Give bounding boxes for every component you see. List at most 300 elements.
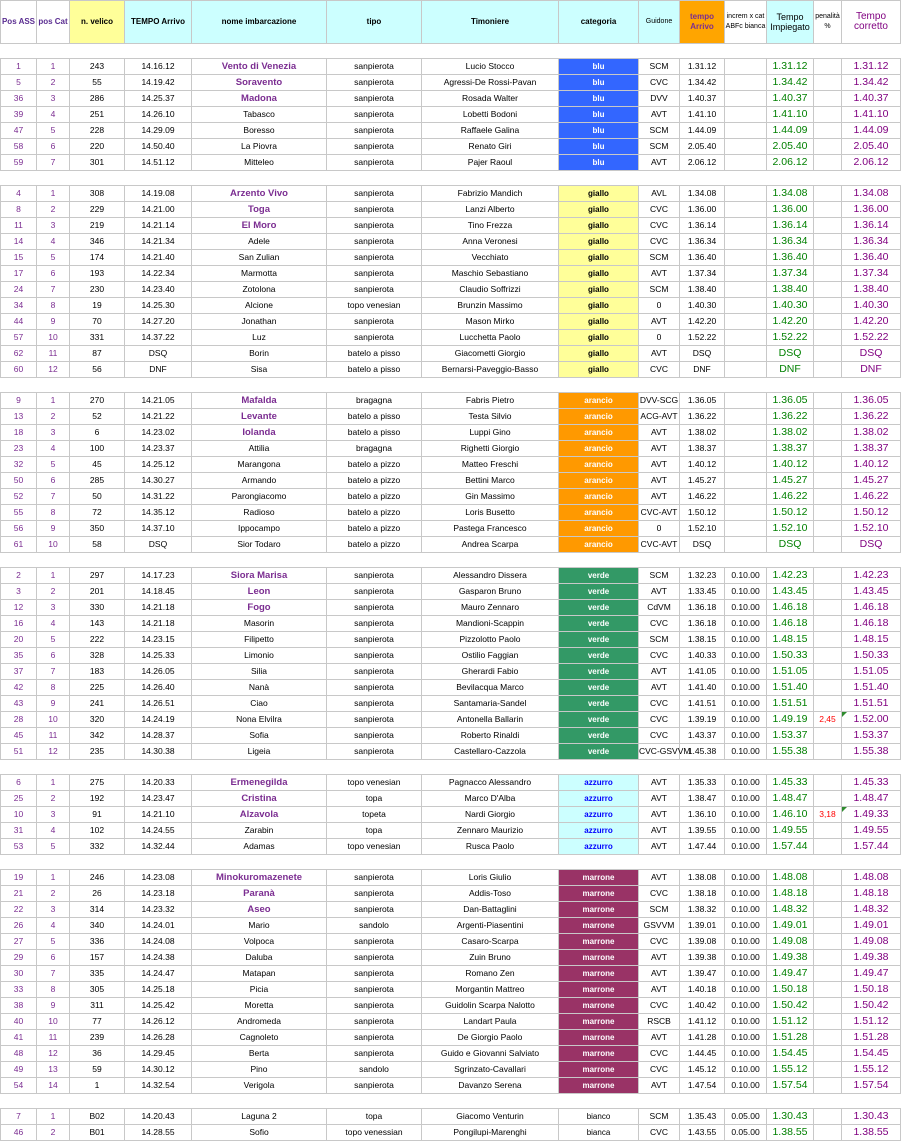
- cell-tempo-arrivo: 14.29.45: [125, 1046, 192, 1062]
- cell-n-velico: 297: [70, 568, 125, 584]
- cell-tempo-corretto: 1.49.47: [842, 966, 901, 982]
- cell-timoniere: Antonella Ballarin: [422, 712, 559, 728]
- cell-penalita: 3,18: [814, 807, 842, 823]
- cell-tempo-corretto: 1.51.05: [842, 664, 901, 680]
- separator-cell: [680, 378, 725, 393]
- table-row: [1, 1030, 901, 1046]
- cell-increm: 0.10.00: [725, 1062, 767, 1078]
- cell-guidone: SCM: [639, 250, 680, 266]
- cell-nome-imbarcazione: La Piovra: [192, 139, 327, 155]
- cell-categoria: blu: [559, 155, 639, 171]
- cell-tempo-arrivo-2: 2.05.40: [680, 139, 725, 155]
- cell-tempo-impiegato: 1.36.05: [767, 393, 814, 409]
- cell-increm: [725, 505, 767, 521]
- cell-timoniere: Nardi Giorgio: [422, 807, 559, 823]
- cell-penalita: [814, 886, 842, 902]
- cell-n-velico: 239: [70, 1030, 125, 1046]
- cell-n-velico: 222: [70, 632, 125, 648]
- cell-timoniere: Davanzo Serena: [422, 1078, 559, 1094]
- separator-cell: [327, 1094, 422, 1109]
- separator-cell: [1, 760, 37, 775]
- separator-cell: [639, 855, 680, 870]
- cell-n-velico: 6: [70, 425, 125, 441]
- cell-guidone: AVT: [639, 1078, 680, 1094]
- separator-cell: [559, 1094, 639, 1109]
- cell-nome-imbarcazione: Zarabin: [192, 823, 327, 839]
- cell-n-velico: 19: [70, 298, 125, 314]
- cell-tipo: sanpierota: [327, 568, 422, 584]
- cell-penalita: [814, 696, 842, 712]
- cell-increm: 0.10.00: [725, 1030, 767, 1046]
- cell-pos-ass: 44: [1, 314, 37, 330]
- cell-timoniere: Castellaro-Cazzola: [422, 744, 559, 760]
- cell-increm: 0.10.00: [725, 632, 767, 648]
- cell-penalita: [814, 1078, 842, 1094]
- cell-pos-ass: 51: [1, 744, 37, 760]
- cell-tempo-arrivo: 14.26.28: [125, 1030, 192, 1046]
- cell-pos-ass: 31: [1, 823, 37, 839]
- cell-timoniere: Maschio Sebastiano: [422, 266, 559, 282]
- cell-tempo-arrivo: 14.21.10: [125, 807, 192, 823]
- cell-timoniere: Bevilacqua Marco: [422, 680, 559, 696]
- cell-tempo-arrivo-2: 1.32.23: [680, 568, 725, 584]
- cell-increm: [725, 186, 767, 202]
- cell-tipo: sandolo: [327, 918, 422, 934]
- cell-nome-imbarcazione: Tabasco: [192, 107, 327, 123]
- cell-tempo-impiegato: 1.51.12: [767, 1014, 814, 1030]
- cell-tempo-corretto: 1.38.37: [842, 441, 901, 457]
- cell-tempo-corretto: 1.48.08: [842, 870, 901, 886]
- separator-cell: [767, 171, 814, 186]
- separator-cell: [559, 44, 639, 59]
- cell-tempo-corretto: 1.51.28: [842, 1030, 901, 1046]
- separator-cell: [1, 553, 37, 568]
- separator-cell: [725, 378, 767, 393]
- cell-penalita: [814, 1030, 842, 1046]
- cell-tempo-arrivo-2: 1.45.38: [680, 744, 725, 760]
- cell-tipo: sanpierota: [327, 696, 422, 712]
- cell-timoniere: Pagnacco Alessandro: [422, 775, 559, 791]
- cell-tempo-corretto: 1.48.32: [842, 902, 901, 918]
- cell-n-velico: 58: [70, 537, 125, 553]
- cell-nome-imbarcazione: Boresso: [192, 123, 327, 139]
- table-row: [1, 600, 901, 616]
- cell-tempo-corretto: 1.40.30: [842, 298, 901, 314]
- table-row: [1, 250, 901, 266]
- table-row: [1, 648, 901, 664]
- cell-n-velico: 270: [70, 393, 125, 409]
- cell-pos-cat: 3: [37, 425, 70, 441]
- cell-tempo-arrivo: 14.21.34: [125, 234, 192, 250]
- cell-pos-cat: 12: [37, 362, 70, 378]
- cell-n-velico: 230: [70, 282, 125, 298]
- cell-increm: [725, 202, 767, 218]
- cell-tempo-impiegato: 1.52.22: [767, 330, 814, 346]
- cell-pos-cat: 1: [37, 775, 70, 791]
- separator-cell: [680, 760, 725, 775]
- cell-categoria: arancio: [559, 409, 639, 425]
- cell-tempo-arrivo-2: 1.36.14: [680, 218, 725, 234]
- cell-categoria: giallo: [559, 282, 639, 298]
- header-penalita: penalità %: [814, 1, 842, 44]
- cell-pos-cat: 5: [37, 839, 70, 855]
- cell-nome-imbarcazione: Soravento: [192, 75, 327, 91]
- separator-cell: [559, 553, 639, 568]
- cell-tempo-arrivo: 14.27.20: [125, 314, 192, 330]
- cell-tempo-arrivo-2: 1.47.54: [680, 1078, 725, 1094]
- cell-tempo-arrivo-2: 1.44.45: [680, 1046, 725, 1062]
- separator-cell: [559, 855, 639, 870]
- cell-pos-ass: 43: [1, 696, 37, 712]
- cell-increm: 0.10.00: [725, 918, 767, 934]
- cell-penalita: [814, 425, 842, 441]
- cell-categoria: arancio: [559, 521, 639, 537]
- cell-guidone: CVC-GSVVM: [639, 744, 680, 760]
- cell-tempo-arrivo: 14.25.33: [125, 648, 192, 664]
- cell-pos-ass: 32: [1, 457, 37, 473]
- cell-tempo-impiegato: 1.49.19: [767, 712, 814, 728]
- cell-tempo-arrivo: 14.21.18: [125, 600, 192, 616]
- separator-cell: [192, 760, 327, 775]
- cell-tempo-arrivo-2: 1.38.15: [680, 632, 725, 648]
- cell-n-velico: B01: [70, 1125, 125, 1141]
- cell-timoniere: Raffaele Galina: [422, 123, 559, 139]
- separator-cell: [639, 553, 680, 568]
- header-row: [1, 1, 901, 44]
- cell-penalita: [814, 839, 842, 855]
- cell-categoria: giallo: [559, 346, 639, 362]
- cell-categoria: marrone: [559, 1014, 639, 1030]
- cell-penalita: [814, 202, 842, 218]
- cell-increm: 0.10.00: [725, 902, 767, 918]
- cell-categoria: marrone: [559, 918, 639, 934]
- cell-increm: [725, 282, 767, 298]
- cell-increm: 0.10.00: [725, 1014, 767, 1030]
- table-row: [1, 314, 901, 330]
- cell-tempo-arrivo-2: 1.45.27: [680, 473, 725, 489]
- cell-pos-cat: 1: [37, 1109, 70, 1125]
- cell-increm: [725, 250, 767, 266]
- cell-tempo-corretto: 1.45.33: [842, 775, 901, 791]
- cell-tempo-arrivo: 14.26.10: [125, 107, 192, 123]
- header-tempo-corretto: Tempo corretto: [842, 1, 901, 44]
- cell-tempo-arrivo-2: 1.44.09: [680, 123, 725, 139]
- cell-timoniere: Santamaria-Sandel: [422, 696, 559, 712]
- cell-guidone: AVT: [639, 441, 680, 457]
- cell-tempo-arrivo-2: 1.47.44: [680, 839, 725, 855]
- separator-cell: [814, 1094, 842, 1109]
- cell-n-velico: 314: [70, 902, 125, 918]
- cell-tipo: topa: [327, 791, 422, 807]
- cell-tempo-impiegato: 1.30.43: [767, 1109, 814, 1125]
- cell-increm: 0.10.00: [725, 696, 767, 712]
- cell-tipo: batelo a pisso: [327, 409, 422, 425]
- cell-tempo-impiegato: 1.38.55: [767, 1125, 814, 1141]
- cell-pos-cat: 7: [37, 155, 70, 171]
- cell-tempo-corretto: 1.49.08: [842, 934, 901, 950]
- cell-increm: 0.10.00: [725, 966, 767, 982]
- cell-nome-imbarcazione: Ermenegilda: [192, 775, 327, 791]
- cell-nome-imbarcazione: Zotolona: [192, 282, 327, 298]
- cell-pos-ass: 36: [1, 91, 37, 107]
- cell-tipo: batelo a pisso: [327, 362, 422, 378]
- cell-pos-ass: 42: [1, 680, 37, 696]
- cell-tempo-arrivo: 14.20.33: [125, 775, 192, 791]
- cell-tempo-impiegato: 1.42.23: [767, 568, 814, 584]
- cell-nome-imbarcazione: Paranà: [192, 886, 327, 902]
- table-row: [1, 934, 901, 950]
- cell-pos-cat: 3: [37, 807, 70, 823]
- group-separator: [1, 378, 901, 393]
- cell-timoniere: Anna Veronesi: [422, 234, 559, 250]
- cell-tempo-arrivo: 14.19.08: [125, 186, 192, 202]
- cell-tipo: sanpierota: [327, 616, 422, 632]
- cell-tempo-impiegato: 1.40.37: [767, 91, 814, 107]
- cell-timoniere: Romano Zen: [422, 966, 559, 982]
- cell-pos-cat: 5: [37, 123, 70, 139]
- cell-increm: [725, 59, 767, 75]
- cell-guidone: AVT: [639, 584, 680, 600]
- cell-timoniere: Claudio Soffrizzi: [422, 282, 559, 298]
- cell-timoniere: Ostilio Faggian: [422, 648, 559, 664]
- cell-tempo-impiegato: 1.48.47: [767, 791, 814, 807]
- cell-tempo-arrivo: 14.20.43: [125, 1109, 192, 1125]
- cell-timoniere: Bettini Marco: [422, 473, 559, 489]
- cell-n-velico: 229: [70, 202, 125, 218]
- cell-tempo-arrivo-2: 1.40.12: [680, 457, 725, 473]
- cell-tempo-corretto: 1.50.18: [842, 982, 901, 998]
- cell-tempo-impiegato: 1.48.32: [767, 902, 814, 918]
- cell-increm: [725, 75, 767, 91]
- cell-increm: 0.10.00: [725, 744, 767, 760]
- cell-tempo-arrivo: 14.25.30: [125, 298, 192, 314]
- cell-nome-imbarcazione: Fogo: [192, 600, 327, 616]
- cell-categoria: verde: [559, 600, 639, 616]
- table-row: [1, 886, 901, 902]
- cell-tipo: sanpierota: [327, 744, 422, 760]
- cell-pos-ass: 33: [1, 982, 37, 998]
- cell-tipo: sanpierota: [327, 139, 422, 155]
- cell-tempo-arrivo: 14.30.38: [125, 744, 192, 760]
- cell-increm: [725, 314, 767, 330]
- cell-tempo-impiegato: 1.49.47: [767, 966, 814, 982]
- cell-tempo-impiegato: 1.52.10: [767, 521, 814, 537]
- cell-tempo-arrivo-2: 1.39.47: [680, 966, 725, 982]
- cell-tempo-arrivo: 14.21.05: [125, 393, 192, 409]
- cell-penalita: [814, 918, 842, 934]
- separator-cell: [1, 1094, 37, 1109]
- table-row: [1, 139, 901, 155]
- cell-tipo: batelo a pisso: [327, 425, 422, 441]
- cell-tempo-arrivo: 14.21.18: [125, 616, 192, 632]
- cell-increm: 0.10.00: [725, 886, 767, 902]
- table-row: [1, 75, 901, 91]
- cell-tempo-impiegato: 1.37.34: [767, 266, 814, 282]
- header-n-velico: n. velico: [70, 1, 125, 44]
- cell-tempo-arrivo-2: 1.46.22: [680, 489, 725, 505]
- cell-increm: [725, 218, 767, 234]
- cell-timoniere: Pongilupi-Marenghi: [422, 1125, 559, 1141]
- cell-pos-ass: 27: [1, 934, 37, 950]
- cell-tempo-arrivo-2: 1.36.05: [680, 393, 725, 409]
- cell-penalita: [814, 489, 842, 505]
- cell-n-velico: 243: [70, 59, 125, 75]
- table-row: [1, 664, 901, 680]
- cell-tipo: sanpierota: [327, 91, 422, 107]
- cell-penalita: [814, 457, 842, 473]
- cell-pos-cat: 14: [37, 1078, 70, 1094]
- cell-tipo: batelo a pizzo: [327, 537, 422, 553]
- table-row: [1, 457, 901, 473]
- cell-n-velico: 286: [70, 91, 125, 107]
- cell-nome-imbarcazione: Arzento Vivo: [192, 186, 327, 202]
- cell-categoria: marrone: [559, 1078, 639, 1094]
- cell-categoria: azzurro: [559, 791, 639, 807]
- cell-tempo-arrivo-2: 1.31.12: [680, 59, 725, 75]
- header-tempo-arrivo: TEMPO Arrivo: [125, 1, 192, 44]
- cell-tipo: batelo a pizzo: [327, 473, 422, 489]
- cell-tipo: sanpierota: [327, 664, 422, 680]
- cell-tempo-corretto: 1.52.10: [842, 521, 901, 537]
- cell-pos-ass: 23: [1, 441, 37, 457]
- cell-categoria: verde: [559, 728, 639, 744]
- cell-tempo-arrivo-2: 1.36.00: [680, 202, 725, 218]
- separator-cell: [327, 44, 422, 59]
- separator-cell: [767, 760, 814, 775]
- cell-nome-imbarcazione: Mitteleo: [192, 155, 327, 171]
- cell-categoria: arancio: [559, 505, 639, 521]
- separator-cell: [37, 378, 70, 393]
- cell-n-velico: 143: [70, 616, 125, 632]
- cell-pos-ass: 57: [1, 330, 37, 346]
- cell-increm: 0.10.00: [725, 680, 767, 696]
- cell-penalita: [814, 950, 842, 966]
- cell-categoria: marrone: [559, 1030, 639, 1046]
- cell-n-velico: 55: [70, 75, 125, 91]
- separator-cell: [327, 171, 422, 186]
- cell-pos-ass: 3: [1, 584, 37, 600]
- cell-tempo-arrivo: 14.32.54: [125, 1078, 192, 1094]
- separator-cell: [70, 378, 125, 393]
- cell-tempo-arrivo: 14.23.15: [125, 632, 192, 648]
- cell-n-velico: 346: [70, 234, 125, 250]
- separator-cell: [767, 378, 814, 393]
- table-row: [1, 1078, 901, 1094]
- cell-increm: [725, 266, 767, 282]
- cell-nome-imbarcazione: Sofia: [192, 728, 327, 744]
- cell-tempo-corretto: 1.42.23: [842, 568, 901, 584]
- separator-cell: [327, 378, 422, 393]
- cell-penalita: [814, 775, 842, 791]
- separator-cell: [70, 171, 125, 186]
- separator-cell: [192, 553, 327, 568]
- cell-tempo-impiegato: 1.40.12: [767, 457, 814, 473]
- cell-pos-cat: 2: [37, 584, 70, 600]
- cell-nome-imbarcazione: Sofio: [192, 1125, 327, 1141]
- cell-categoria: blu: [559, 139, 639, 155]
- cell-pos-ass: 15: [1, 250, 37, 266]
- cell-categoria: marrone: [559, 998, 639, 1014]
- separator-cell: [639, 171, 680, 186]
- separator-cell: [814, 760, 842, 775]
- table-row: [1, 870, 901, 886]
- cell-tempo-corretto: 1.51.40: [842, 680, 901, 696]
- cell-tempo-impiegato: 1.48.15: [767, 632, 814, 648]
- cell-pos-cat: 6: [37, 139, 70, 155]
- table-row: [1, 1062, 901, 1078]
- cell-tempo-impiegato: DNF: [767, 362, 814, 378]
- cell-penalita: [814, 298, 842, 314]
- cell-guidone: AVT: [639, 664, 680, 680]
- cell-pos-ass: 12: [1, 600, 37, 616]
- cell-pos-ass: 62: [1, 346, 37, 362]
- cell-tempo-arrivo-2: 1.39.01: [680, 918, 725, 934]
- cell-categoria: azzurro: [559, 839, 639, 855]
- cell-nome-imbarcazione: Nona Elvilra: [192, 712, 327, 728]
- cell-tempo-corretto: 1.46.18: [842, 600, 901, 616]
- cell-tempo-impiegato: 1.54.45: [767, 1046, 814, 1062]
- header-nome-imbarcazione: nome imbarcazione: [192, 1, 327, 44]
- cell-pos-cat: 1: [37, 568, 70, 584]
- cell-tempo-arrivo-2: 1.38.40: [680, 282, 725, 298]
- separator-cell: [422, 553, 559, 568]
- cell-increm: [725, 139, 767, 155]
- cell-n-velico: 59: [70, 1062, 125, 1078]
- cell-timoniere: Mandioni-Scappin: [422, 616, 559, 632]
- cell-nome-imbarcazione: Minokuromazenete: [192, 870, 327, 886]
- cell-n-velico: 330: [70, 600, 125, 616]
- cell-penalita: [814, 1125, 842, 1141]
- cell-pos-ass: 2: [1, 568, 37, 584]
- cell-guidone: 0: [639, 330, 680, 346]
- cell-n-velico: 235: [70, 744, 125, 760]
- table-row: [1, 902, 901, 918]
- separator-cell: [814, 553, 842, 568]
- cell-guidone: AVT: [639, 870, 680, 886]
- table-row: [1, 616, 901, 632]
- cell-pos-cat: 8: [37, 982, 70, 998]
- group-separator: [1, 553, 901, 568]
- cell-penalita: [814, 728, 842, 744]
- cell-tempo-arrivo: 14.24.19: [125, 712, 192, 728]
- cell-guidone: CVC: [639, 998, 680, 1014]
- cell-pos-ass: 46: [1, 1125, 37, 1141]
- cell-penalita: [814, 362, 842, 378]
- separator-cell: [70, 1094, 125, 1109]
- cell-timoniere: Loris Giulio: [422, 870, 559, 886]
- table-row: [1, 1014, 901, 1030]
- separator-cell: [37, 760, 70, 775]
- cell-penalita: [814, 648, 842, 664]
- cell-guidone: RSCB: [639, 1014, 680, 1030]
- cell-n-velico: 219: [70, 218, 125, 234]
- cell-guidone: AVT: [639, 346, 680, 362]
- cell-nome-imbarcazione: Radioso: [192, 505, 327, 521]
- cell-tipo: sanpierota: [327, 186, 422, 202]
- cell-penalita: [814, 186, 842, 202]
- cell-categoria: giallo: [559, 330, 639, 346]
- cell-tempo-corretto: 1.31.12: [842, 59, 901, 75]
- cell-increm: 0.10.00: [725, 728, 767, 744]
- cell-tipo: sanpierota: [327, 934, 422, 950]
- table-row: [1, 425, 901, 441]
- cell-categoria: giallo: [559, 234, 639, 250]
- cell-nome-imbarcazione: Madona: [192, 91, 327, 107]
- table-row: [1, 1109, 901, 1125]
- cell-pos-cat: 9: [37, 696, 70, 712]
- cell-tempo-arrivo-2: 1.42.20: [680, 314, 725, 330]
- group-separator: [1, 171, 901, 186]
